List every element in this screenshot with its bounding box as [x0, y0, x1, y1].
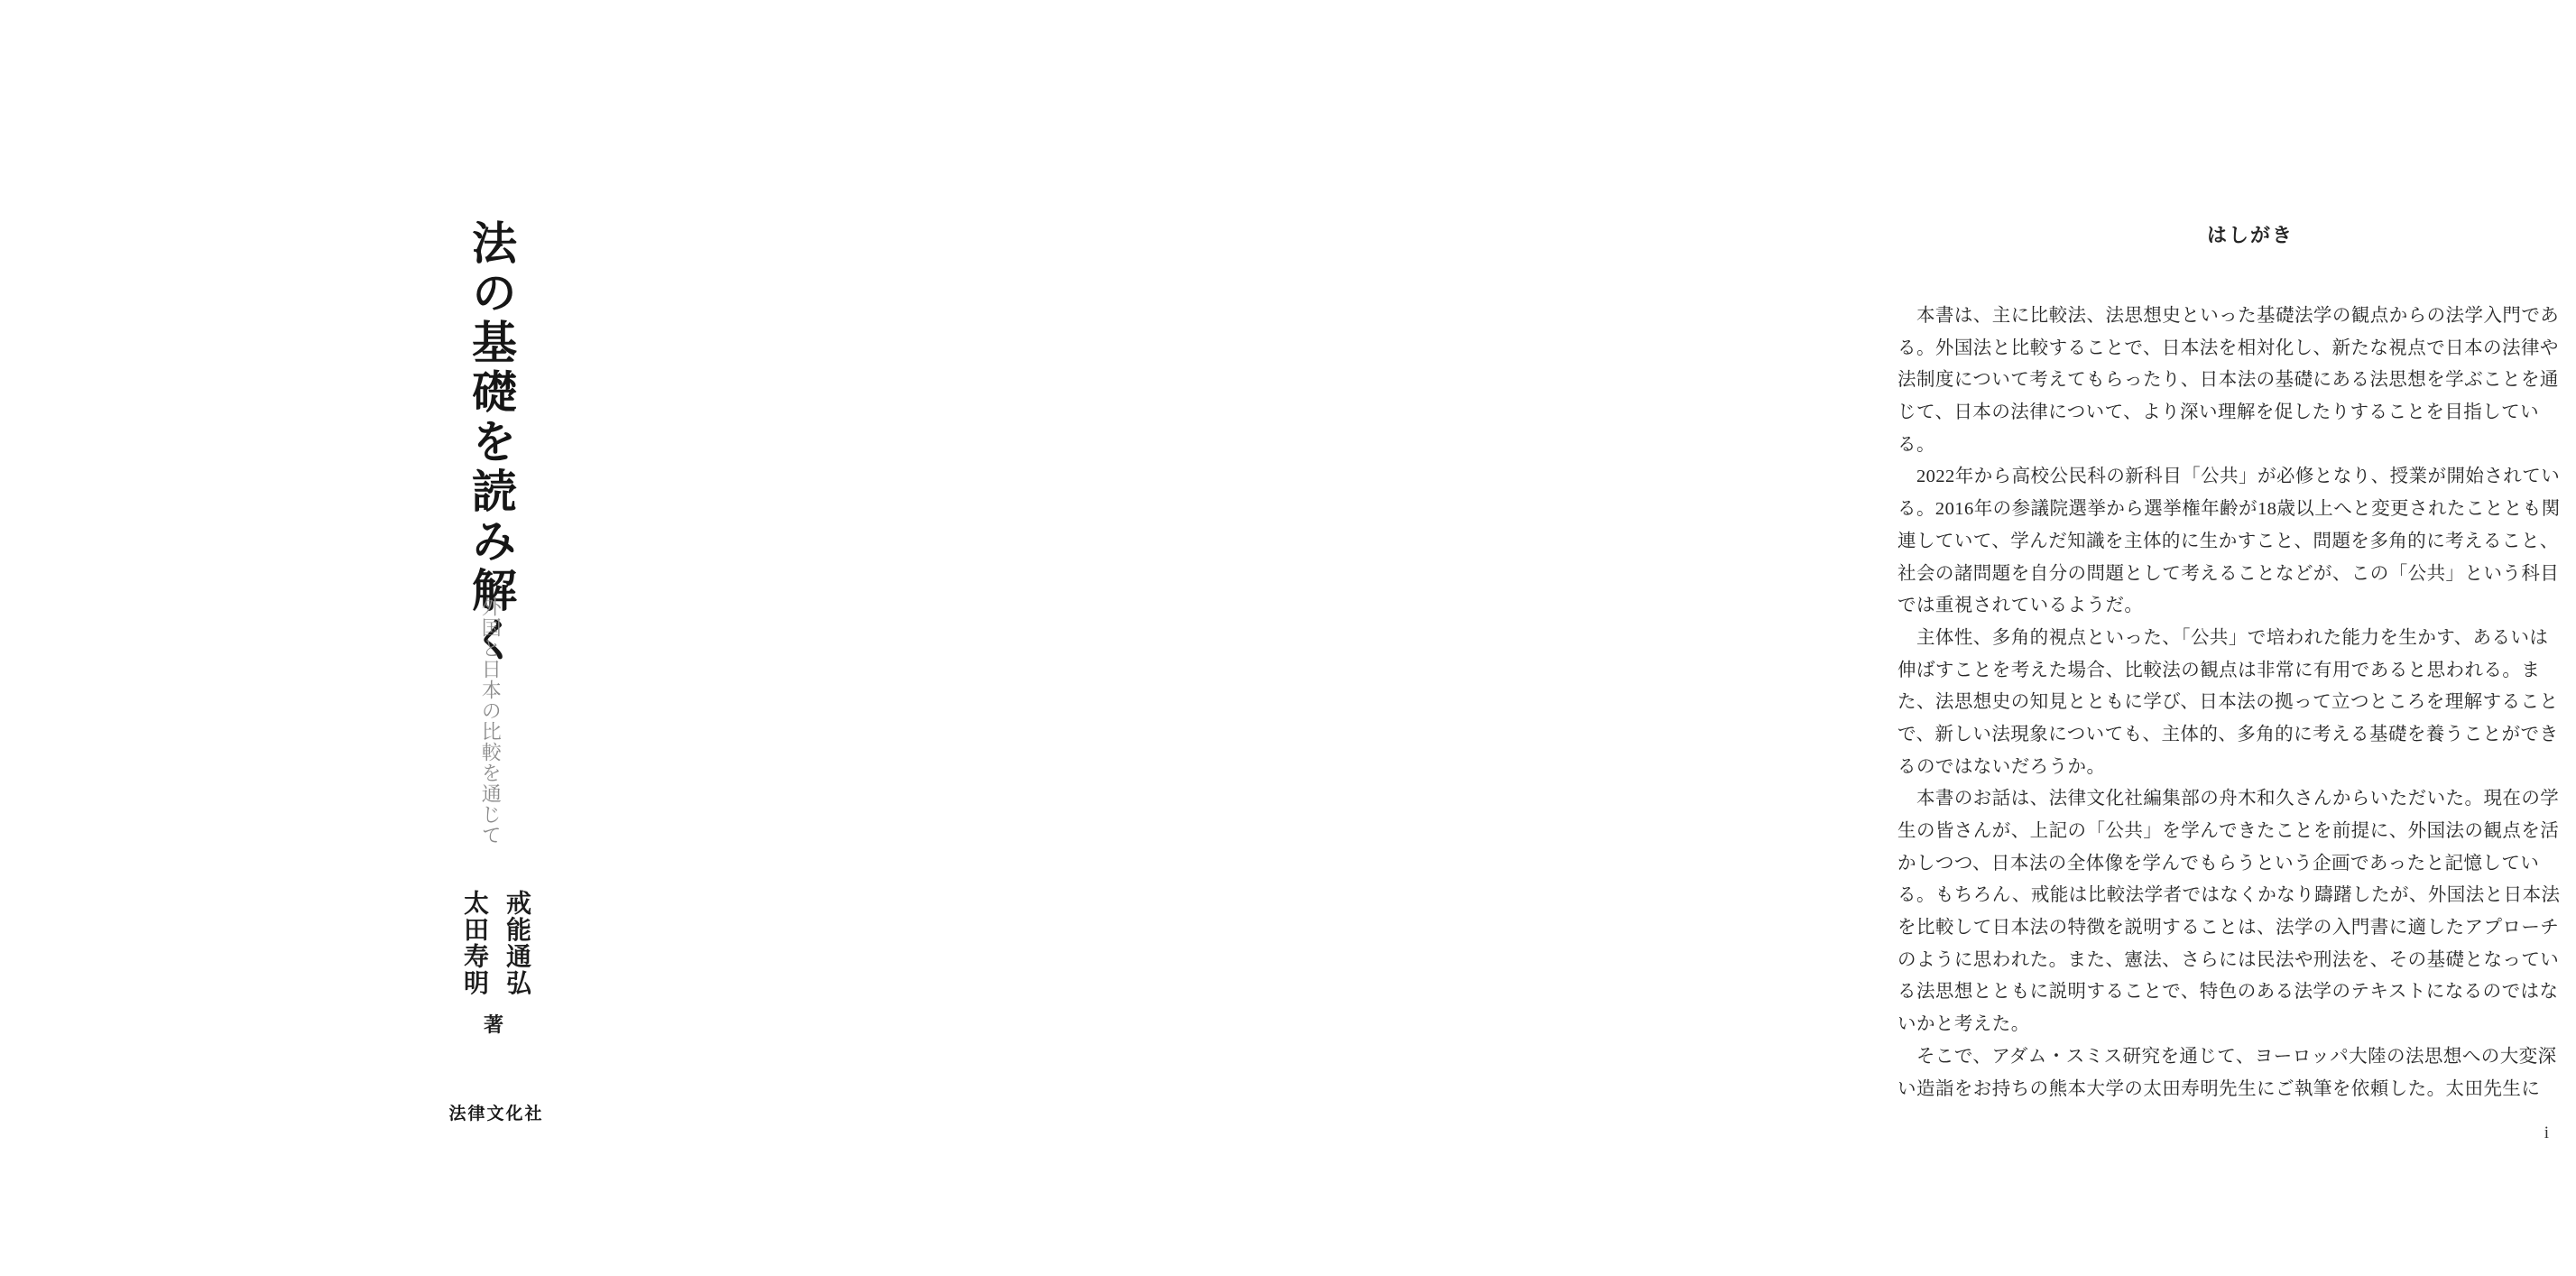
body-line: る。2016年の参議院選挙から選挙権年齢が18歳以上へと変更されたこととも関	[1897, 499, 2561, 520]
preface-body	[1897, 301, 2561, 1105]
body-line: では重視されているようだ。	[1897, 596, 2144, 616]
page-number: i	[2544, 1123, 2549, 1142]
title-page	[0, 0, 902, 1276]
author-name-2: 太田寿明	[460, 890, 488, 996]
preface-heading: はしがき	[2206, 224, 2294, 246]
body-line: 伸ばすことを考えた場合、比較法の観点は非常に有用であると思われる。ま	[1897, 660, 2541, 680]
body-line: 主体性、多角的視点といった、「公共」で培われた能力を生かす、あるいは	[1897, 627, 2549, 648]
book-subtitle: 外国と日本の比較を通じて	[479, 596, 503, 846]
body-line: 本書のお話は、法律文化社編集部の舟木和久さんからいただいた。現在の学	[1897, 789, 2560, 809]
author-suffix: 著	[484, 1013, 504, 1036]
body-line: を比較して日本法の特徴を説明することは、法学の入門書に適したアプローチ	[1897, 918, 2560, 939]
body-line: 本書は、主に比較法、法思想史といった基礎法学の観点からの法学入門であ	[1897, 306, 2560, 326]
body-line: る法思想とともに説明することで、特色のある法学のテキストになるのではな	[1897, 982, 2559, 1003]
body-line: る。	[1897, 434, 1935, 455]
preface-page	[902, 0, 2561, 1276]
body-line: いかと考えた。	[1897, 1014, 2030, 1035]
body-line: るのではないだろうか。	[1897, 756, 2106, 777]
body-line: かしつつ、日本法の全体像を学んでもらうという企画であったと記憶してい	[1897, 853, 2540, 874]
book-title: 法の基礎を読み解く	[466, 219, 516, 666]
authors-block	[453, 890, 538, 996]
body-line: で、新しい法現象についても、主体的、多角的に考える基礎を養うことができ	[1897, 724, 2559, 744]
body-line: 法制度について考えてもらったり、日本法の基礎にある法思想を学ぶことを通	[1897, 370, 2559, 391]
body-line: る。外国法と比較することで、日本法を相対化し、新たな視点で日本の法律や	[1897, 337, 2559, 358]
body-line: 2022年から高校公民科の新科目「公共」が必修となり、授業が開始されてい	[1897, 467, 2561, 487]
body-line: い造詣をお持ちの熊本大学の太田寿明先生にご執筆を依頼した。太田先生に	[1897, 1078, 2541, 1099]
body-line: そこで、アダム・スミス研究を通じて、ヨーロッパ大陸の法思想への大変深	[1897, 1046, 2557, 1067]
publisher-name: 法律文化社	[448, 1105, 544, 1123]
body-line: る。もちろん、戒能は比較法学者ではなくかなり躊躇したが、外国法と日本法	[1897, 885, 2561, 906]
body-line: のように思われた。また、憲法、さらには民法や刑法を、その基礎となってい	[1897, 949, 2560, 970]
body-line: じて、日本の法律について、より深い理解を促したりすることを目指してい	[1897, 402, 2540, 423]
body-line: 社会の諸問題を自分の問題として考えることなどが、この「公共」という科目	[1897, 563, 2560, 584]
body-line: 生の皆さんが、上記の「公共」を学んできたことを前提に、外国法の観点を活	[1897, 821, 2560, 841]
body-line: 連していて、学んだ知識を主体的に生かすこと、問題を多角的に考えること、	[1897, 531, 2559, 551]
author-name-1: 戒能通弘	[503, 890, 531, 996]
body-line: た、法思想史の知見とともに学び、日本法の拠って立つところを理解すること	[1897, 692, 2559, 713]
